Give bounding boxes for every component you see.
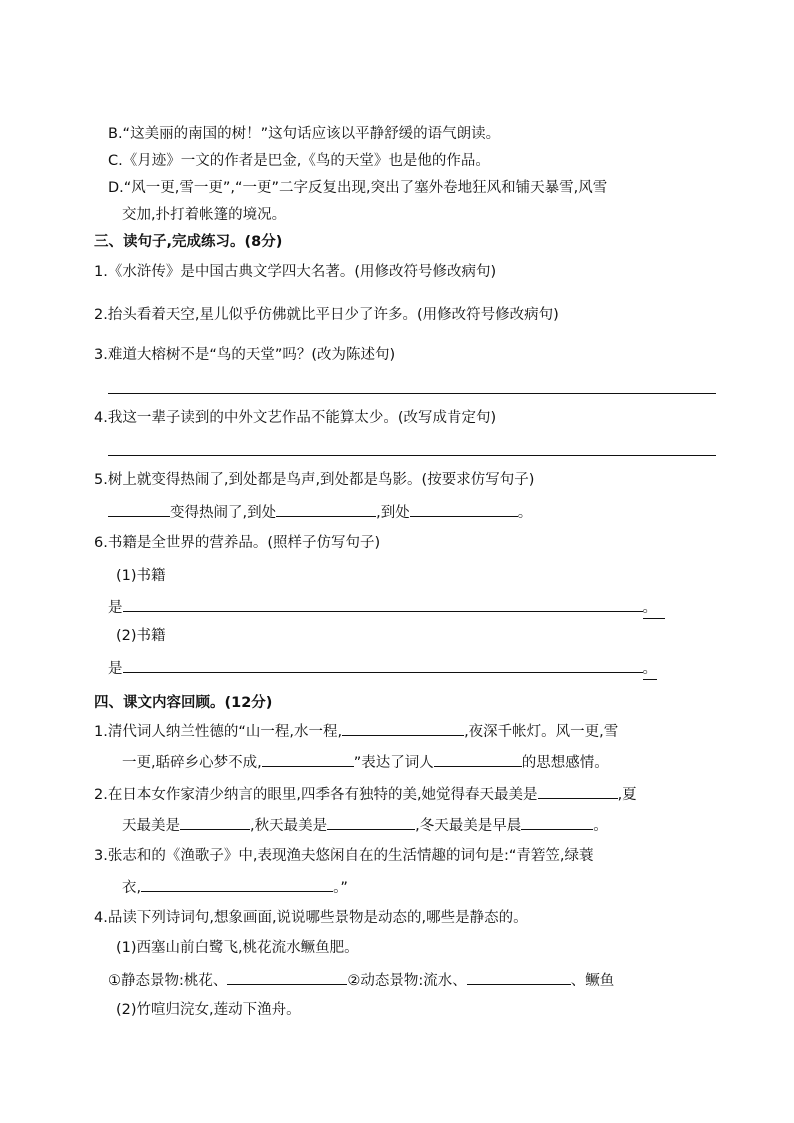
s3-q6-sub-1: (1)书籍 bbox=[116, 568, 166, 584]
s3-question-5: 5.树上就变得热闹了,到处都是鸟声,到处都是鸟影。(按要求仿写句子) bbox=[94, 472, 535, 488]
s4-q4-static-blank[interactable] bbox=[227, 969, 347, 985]
s4-q2-text-c: 天最美是 bbox=[122, 818, 180, 834]
option-d-line2: 交加,扑打着帐篷的境况。 bbox=[122, 207, 287, 223]
s3-q3-answer-line[interactable] bbox=[108, 393, 716, 394]
s4-q2-line2 bbox=[122, 814, 608, 836]
s3-q6-shi-1: 是 bbox=[108, 600, 123, 616]
s3-question-6: 6.书籍是全世界的营养品。(照样子仿写句子) bbox=[94, 535, 381, 551]
s4-q1-text-e: 的思想感情。 bbox=[521, 755, 609, 771]
s4-q1-text-d: ”表达了词人 bbox=[353, 755, 434, 771]
s4-q1-line1 bbox=[94, 720, 618, 742]
s3-question-4: 4.我这一辈子读到的中外文艺作品不能算太少。(改写成肯定句) bbox=[94, 410, 497, 426]
s4-q4-static-label: ①静态景物:桃花、 bbox=[108, 973, 228, 989]
s3-q5-text-b: ,到处 bbox=[376, 505, 410, 521]
option-d-line1: D.“风一更,雪一更”,“一更”二字反复出现,突出了塞外卷地狂风和铺天暴雪,风雪 bbox=[108, 180, 608, 196]
s4-q3-line1: 3.张志和的《渔歌子》中,表现渔夫悠闲自在的生活情趣的词句是:“青箬笠,绿蓑 bbox=[94, 848, 594, 864]
s4-q1-blank-1[interactable] bbox=[342, 720, 464, 736]
s4-q3-text-b: 衣, bbox=[122, 880, 142, 896]
s3-q5-text-a: 变得热闹了,到处 bbox=[170, 505, 277, 521]
s4-question-4: 4.品读下列诗词句,想象画面,说说哪些景物是动态的,哪些是静态的。 bbox=[94, 910, 528, 926]
s4-q1-line2 bbox=[122, 751, 609, 773]
s4-q2-text-e: ,冬天最美是早晨 bbox=[415, 818, 522, 834]
s3-q6-sub-2: (2)书籍 bbox=[116, 628, 166, 644]
s4-q4-scenery-row bbox=[108, 969, 614, 991]
s4-q4-sub-1: (1)西塞山前白鹭飞,桃花流水鳜鱼肥。 bbox=[116, 940, 359, 956]
s4-q2-line1 bbox=[94, 783, 637, 805]
s4-q2-text-f: 。 bbox=[593, 818, 608, 834]
s3-q5-blank-3[interactable] bbox=[410, 501, 518, 517]
s4-q4-dynamic-blank[interactable] bbox=[467, 969, 571, 985]
s4-q2-text-a: 2.在日本女作家清少纳言的眼里,四季各有独特的美,她觉得春天最美是 bbox=[94, 787, 538, 803]
section-3-heading: 三、读句子,完成练习。(8分) bbox=[94, 234, 283, 250]
s3-q6-period-1: 。 bbox=[643, 598, 665, 619]
s3-q6-shi-2: 是 bbox=[108, 661, 123, 677]
s3-q5-text-c: 。 bbox=[517, 505, 533, 521]
s4-q1-text-a: 1.清代词人纳兰性德的“山一程,水一程, bbox=[94, 724, 343, 740]
s3-q5-fill-row bbox=[108, 501, 532, 523]
s3-question-1: 1.《水浒传》是中国古典文学四大名著。(用修改符号修改病句) bbox=[94, 264, 497, 280]
s4-q1-blank-2[interactable] bbox=[262, 751, 354, 767]
s4-q4-sub-2: (2)竹喧归浣女,莲动下渔舟。 bbox=[116, 1002, 301, 1018]
s4-q2-text-b: ,夏 bbox=[617, 787, 637, 803]
s4-q1-text-c: 一更,聒碎乡心梦不成, bbox=[122, 755, 262, 771]
s4-q3-blank[interactable] bbox=[141, 876, 333, 892]
s4-q3-line2 bbox=[122, 876, 348, 898]
s4-q2-blank-1[interactable] bbox=[538, 783, 618, 799]
s3-question-2: 2.抬头看着天空,星儿似乎仿佛就比平日少了许多。(用修改符号修改病句) bbox=[94, 307, 559, 323]
option-c: C.《月迹》一文的作者是巴金,《鸟的天堂》也是他的作品。 bbox=[108, 153, 490, 169]
s4-q1-text-b: ,夜深千帐灯。风一更,雪 bbox=[464, 724, 619, 740]
section-4-heading: 四、课文内容回顾。(12分) bbox=[94, 695, 273, 711]
s4-q3-text-c: 。” bbox=[333, 880, 348, 896]
s4-q2-blank-2[interactable] bbox=[180, 814, 250, 830]
s4-q1-blank-3[interactable] bbox=[434, 751, 522, 767]
s3-q5-blank-1[interactable] bbox=[108, 501, 170, 517]
s3-q6-answer-1 bbox=[108, 596, 665, 619]
s3-q5-blank-2[interactable] bbox=[276, 501, 376, 517]
s4-q2-text-d: ,秋天最美是 bbox=[250, 818, 328, 834]
s4-q4-dynamic-end: 、鳜鱼 bbox=[570, 973, 615, 989]
s3-q6-blank-2[interactable] bbox=[123, 657, 643, 673]
s4-q2-blank-3[interactable] bbox=[327, 814, 415, 830]
s3-q4-answer-line[interactable] bbox=[108, 455, 716, 456]
s4-q4-dynamic-label: ②动态景物:流水、 bbox=[347, 973, 467, 989]
s3-q6-blank-1[interactable] bbox=[123, 596, 643, 612]
s3-q6-period-2: 。 bbox=[643, 659, 657, 680]
s3-question-3: 3.难道大榕树不是“鸟的天堂”吗？(改为陈述句) bbox=[94, 347, 396, 363]
s4-q2-blank-4[interactable] bbox=[521, 814, 593, 830]
s3-q6-answer-2 bbox=[108, 657, 657, 680]
option-b: B.“这美丽的南国的树！”这句话应该以平静舒缓的语气朗读。 bbox=[108, 126, 501, 142]
